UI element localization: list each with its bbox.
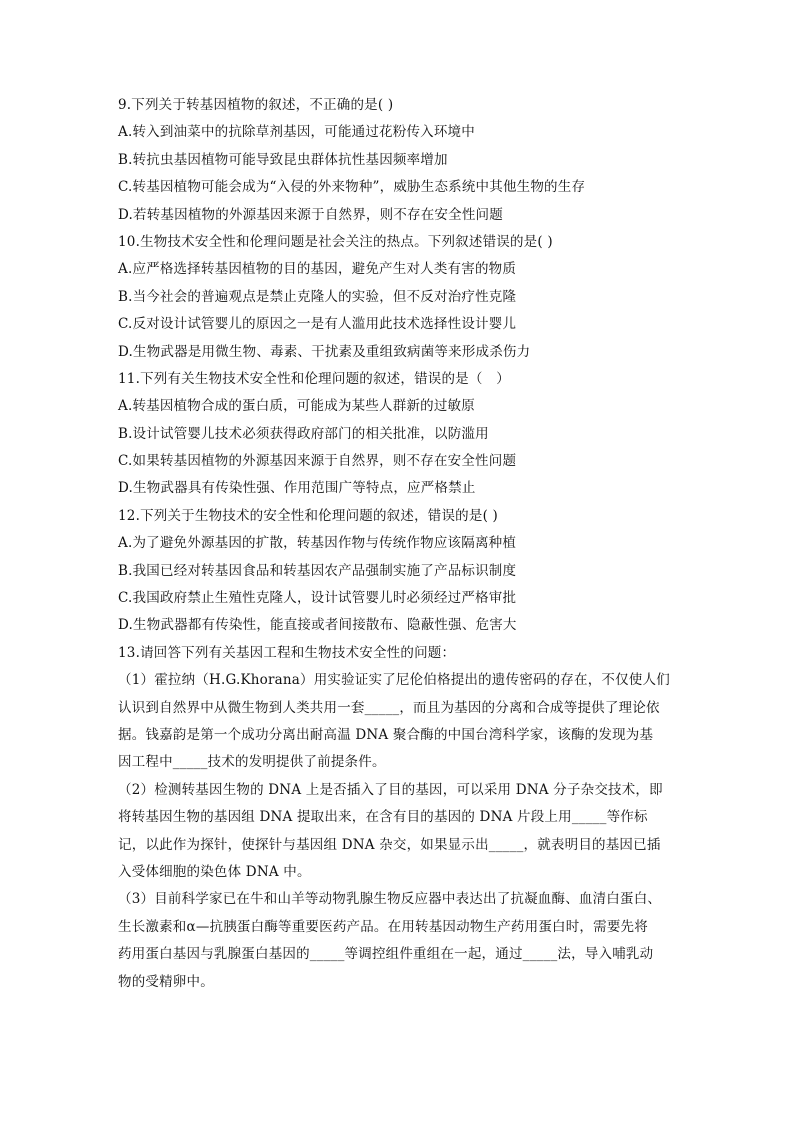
question-10-option-d: D.生物武器是用微生物、毒素、干扰素及重组致病菌等来形成杀伤力	[118, 343, 531, 360]
question-9-stem: 9.下列关于转基因植物的叙述，不正确的是( )	[118, 97, 394, 113]
question-block	[118, 92, 688, 996]
question-13-part-3-line-4: 物的受精卵中。	[118, 973, 214, 990]
question-13-part-1-line-2: 认识到自然界中从微生物到人类共用一套_____，而且为基因的分离和合成等提供了理论依	[118, 699, 660, 716]
question-12-option-b: B.我国已经对转基因食品和转基因农产品强制实施了产品标识制度	[118, 562, 517, 579]
question-12-option-a: A.为了避免外源基因的扩散，转基因作物与传统作物应该隔离种植	[118, 535, 517, 552]
question-13-part-2-line-3: 记，以此作为探针，使探针与基因组 DNA 杂交，如果显示出_____，就表明目的基因已插	[118, 836, 661, 853]
question-11-option-c: C.如果转基因植物的外源基因来源于自然界，则不存在安全性问题	[118, 453, 517, 470]
question-13-part-1-line-3: 据。钱嘉韵是第一个成功分离出耐高温 DNA 聚合酶的中国台湾科学家，该酶的发现为基	[118, 726, 654, 743]
question-13-part-1-line-4: 因工程中_____技术的发明提供了前提条件。	[118, 754, 386, 771]
question-11-option-d: D.生物武器具有传染性强、作用范围广等特点，应严格禁止	[118, 480, 476, 497]
question-10-option-a: A.应严格选择转基因植物的目的基因，避免产生对人类有害的物质	[118, 261, 517, 278]
question-10-stem: 10.生物技术安全性和伦理问题是社会关注的热点。下列叙述错误的是( )	[118, 233, 553, 250]
question-13-part-1-line-1: （1）霍拉纳（H.G.Khorana）用实验证实了尼伦伯格提出的遗传密码的存在，不仅使人们	[118, 672, 670, 689]
question-9-option-b: B.转抗虫基因植物可能导致昆虫群体抗性基因频率增加	[118, 151, 448, 168]
question-13-part-3-line-1: （3）目前科学家已在牛和山羊等动物乳腺生物反应器中表达出了抗凝血酶、血清白蛋白、	[118, 891, 662, 908]
question-12-option-c: C.我国政府禁止生殖性克隆人，设计试管婴儿时必须经过严格审批	[118, 590, 517, 607]
question-12-option-d: D.生物武器都有传染性，能直接或者间接散布、隐蔽性强、危害大	[118, 617, 517, 634]
question-13-part-2-line-4: 入受体细胞的染色体 DNA 中。	[118, 863, 311, 880]
question-10-option-b: B.当今社会的普遍观点是禁止克隆人的实验，但不反对治疗性克隆	[118, 288, 517, 305]
question-12-stem: 12.下列关于生物技术的安全性和伦理问题的叙述，错误的是( )	[118, 507, 498, 524]
question-13-part-3-line-2: 生长激素和α—抗胰蛋白酶等重要医药产品。在用转基因动物生产药用蛋白时，需要先将	[118, 918, 648, 935]
question-11-option-b: B.设计试管婴儿技术必须获得政府部门的相关批准，以防滥用	[118, 425, 489, 442]
question-11-stem: 11.下列有关生物技术安全性和伦理问题的叙述，错误的是（ ）	[118, 370, 510, 387]
question-9-option-c: C.转基因植物可能会成为“入侵的外来物种”，威胁生态系统中其他生物的生存	[118, 179, 586, 196]
question-9-option-d: D.若转基因植物的外源基因来源于自然界，则不存在安全性问题	[118, 206, 503, 223]
question-13-part-2-line-1: （2）检测转基因生物的 DNA 上是否插入了目的基因，可以采用 DNA 分子杂交技术，即	[118, 781, 663, 798]
question-13-stem: 13.请回答下列有关基因工程和生物技术安全性的问题：	[118, 644, 456, 661]
question-10-option-c: C.反对设计试管婴儿的原因之一是有人滥用此技术选择性设计婴儿	[118, 316, 517, 333]
question-11-option-a: A.转基因植物合成的蛋白质，可能成为某些人群新的过敏原	[118, 398, 475, 415]
question-13-part-3-line-3: 药用蛋白基因与乳腺蛋白基因的_____等调控组件重组在一起，通过_____法，导入哺乳动	[118, 946, 654, 963]
question-13-part-2-line-2: 将转基因生物的基因组 DNA 提取出来，在含有目的基因的 DNA 片段上用_____等作标	[118, 809, 648, 826]
question-9-option-a: A.转入到油菜中的抗除草剂基因，可能通过花粉传入环境中	[118, 124, 475, 141]
